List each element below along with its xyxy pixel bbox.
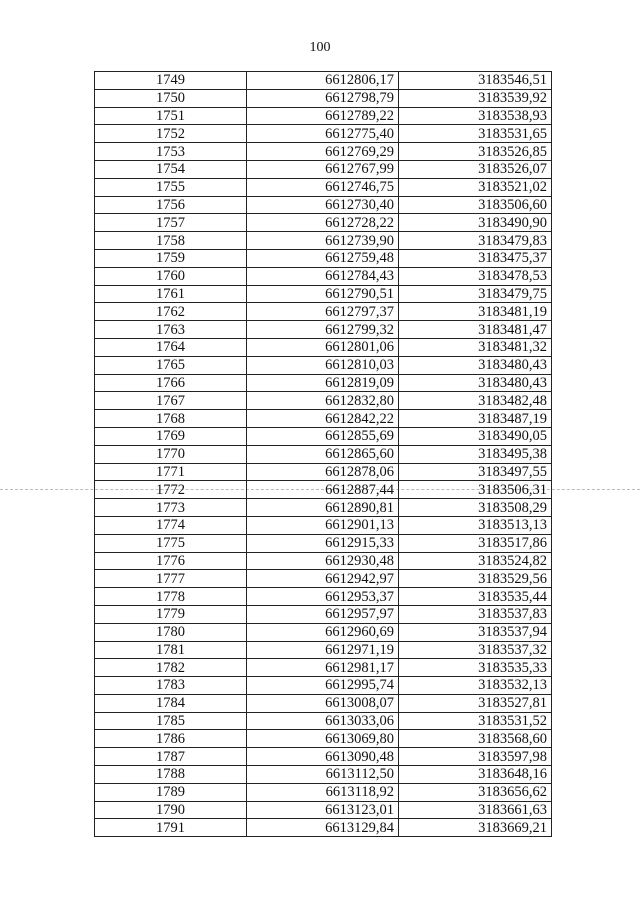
x-coordinate-cell: 6612995,74	[247, 677, 399, 695]
table-row	[95, 89, 552, 107]
y-coordinate-cell: 3183475,37	[399, 249, 552, 267]
y-coordinate-cell: 3183648,16	[399, 766, 552, 784]
point-number-cell: 1788	[95, 766, 247, 784]
x-coordinate-cell: 6612728,22	[247, 214, 399, 232]
x-coordinate-cell: 6613069,80	[247, 730, 399, 748]
table-row	[95, 570, 552, 588]
point-number-cell: 1786	[95, 730, 247, 748]
y-coordinate-cell: 3183537,32	[399, 641, 552, 659]
point-number-cell: 1789	[95, 783, 247, 801]
table-row	[95, 463, 552, 481]
x-coordinate-cell: 6612960,69	[247, 623, 399, 641]
y-coordinate-cell: 3183568,60	[399, 730, 552, 748]
y-coordinate-cell: 3183478,53	[399, 267, 552, 285]
point-number-cell: 1763	[95, 321, 247, 339]
y-coordinate-cell: 3183487,19	[399, 410, 552, 428]
point-number-cell: 1787	[95, 748, 247, 766]
y-coordinate-cell: 3183480,43	[399, 374, 552, 392]
x-coordinate-cell: 6612981,17	[247, 659, 399, 677]
y-coordinate-cell: 3183513,13	[399, 516, 552, 534]
y-coordinate-cell: 3183481,32	[399, 338, 552, 356]
y-coordinate-cell: 3183531,65	[399, 125, 552, 143]
point-number-cell: 1771	[95, 463, 247, 481]
table-row	[95, 196, 552, 214]
table-row	[95, 125, 552, 143]
point-number-cell: 1755	[95, 178, 247, 196]
point-number-cell: 1750	[95, 89, 247, 107]
point-number-cell: 1791	[95, 819, 247, 837]
table-row	[95, 232, 552, 250]
y-coordinate-cell: 3183538,93	[399, 107, 552, 125]
point-number-cell: 1774	[95, 516, 247, 534]
x-coordinate-cell: 6613090,48	[247, 748, 399, 766]
y-coordinate-cell: 3183479,75	[399, 285, 552, 303]
y-coordinate-cell: 3183537,83	[399, 605, 552, 623]
x-coordinate-cell: 6612801,06	[247, 338, 399, 356]
y-coordinate-cell: 3183479,83	[399, 232, 552, 250]
x-coordinate-cell: 6612842,22	[247, 410, 399, 428]
point-number-cell: 1749	[95, 72, 247, 90]
table-row	[95, 72, 552, 90]
x-coordinate-cell: 6613033,06	[247, 712, 399, 730]
table-row	[95, 143, 552, 161]
x-coordinate-cell: 6612901,13	[247, 516, 399, 534]
point-number-cell: 1778	[95, 588, 247, 606]
x-coordinate-cell: 6612971,19	[247, 641, 399, 659]
table-row	[95, 712, 552, 730]
y-coordinate-cell: 3183539,92	[399, 89, 552, 107]
point-number-cell: 1751	[95, 107, 247, 125]
point-number-cell: 1776	[95, 552, 247, 570]
x-coordinate-cell: 6612878,06	[247, 463, 399, 481]
y-coordinate-cell: 3183480,43	[399, 356, 552, 374]
table-row	[95, 427, 552, 445]
x-coordinate-cell: 6612832,80	[247, 392, 399, 410]
table-row	[95, 588, 552, 606]
table-row	[95, 267, 552, 285]
point-number-cell: 1752	[95, 125, 247, 143]
table-row	[95, 285, 552, 303]
table-row	[95, 374, 552, 392]
table-row	[95, 605, 552, 623]
x-coordinate-cell: 6612739,90	[247, 232, 399, 250]
x-coordinate-cell: 6612915,33	[247, 534, 399, 552]
x-coordinate-cell: 6612806,17	[247, 72, 399, 90]
table-row	[95, 677, 552, 695]
x-coordinate-cell: 6612930,48	[247, 552, 399, 570]
table-row	[95, 338, 552, 356]
point-number-cell: 1772	[95, 481, 247, 499]
table-row	[95, 641, 552, 659]
y-coordinate-cell: 3183531,52	[399, 712, 552, 730]
point-number-cell: 1754	[95, 160, 247, 178]
x-coordinate-cell: 6613008,07	[247, 694, 399, 712]
point-number-cell: 1762	[95, 303, 247, 321]
table-row	[95, 783, 552, 801]
point-number-cell: 1781	[95, 641, 247, 659]
y-coordinate-cell: 3183526,85	[399, 143, 552, 161]
y-coordinate-cell: 3183526,07	[399, 160, 552, 178]
x-coordinate-cell: 6612769,29	[247, 143, 399, 161]
point-number-cell: 1782	[95, 659, 247, 677]
x-coordinate-cell: 6612759,48	[247, 249, 399, 267]
point-number-cell: 1757	[95, 214, 247, 232]
x-coordinate-cell: 6612865,60	[247, 445, 399, 463]
y-coordinate-cell: 3183506,60	[399, 196, 552, 214]
y-coordinate-cell: 3183661,63	[399, 801, 552, 819]
y-coordinate-cell: 3183508,29	[399, 499, 552, 517]
y-coordinate-cell: 3183481,19	[399, 303, 552, 321]
x-coordinate-cell: 6612767,99	[247, 160, 399, 178]
x-coordinate-cell: 6612799,32	[247, 321, 399, 339]
table-row	[95, 392, 552, 410]
table-row	[95, 499, 552, 517]
table-row	[95, 249, 552, 267]
table-row	[95, 214, 552, 232]
x-coordinate-cell: 6612730,40	[247, 196, 399, 214]
x-coordinate-cell: 6612798,79	[247, 89, 399, 107]
table-row	[95, 623, 552, 641]
table-row	[95, 445, 552, 463]
x-coordinate-cell: 6613129,84	[247, 819, 399, 837]
point-number-cell: 1790	[95, 801, 247, 819]
y-coordinate-cell: 3183497,55	[399, 463, 552, 481]
point-number-cell: 1766	[95, 374, 247, 392]
x-coordinate-cell: 6612953,37	[247, 588, 399, 606]
point-number-cell: 1765	[95, 356, 247, 374]
point-number-cell: 1761	[95, 285, 247, 303]
table-row	[95, 481, 552, 499]
table-row	[95, 766, 552, 784]
x-coordinate-cell: 6612819,09	[247, 374, 399, 392]
table-row	[95, 321, 552, 339]
y-coordinate-cell: 3183656,62	[399, 783, 552, 801]
point-number-cell: 1769	[95, 427, 247, 445]
table-row	[95, 694, 552, 712]
y-coordinate-cell: 3183535,44	[399, 588, 552, 606]
y-coordinate-cell: 3183482,48	[399, 392, 552, 410]
point-number-cell: 1768	[95, 410, 247, 428]
y-coordinate-cell: 3183517,86	[399, 534, 552, 552]
point-number-cell: 1785	[95, 712, 247, 730]
table-row	[95, 801, 552, 819]
x-coordinate-cell: 6612790,51	[247, 285, 399, 303]
y-coordinate-cell: 3183495,38	[399, 445, 552, 463]
table-row	[95, 748, 552, 766]
y-coordinate-cell: 3183535,33	[399, 659, 552, 677]
coordinates-table	[94, 71, 552, 837]
x-coordinate-cell: 6612746,75	[247, 178, 399, 196]
point-number-cell: 1777	[95, 570, 247, 588]
point-number-cell: 1770	[95, 445, 247, 463]
point-number-cell: 1759	[95, 249, 247, 267]
coordinates-table-body	[95, 72, 552, 837]
x-coordinate-cell: 6612810,03	[247, 356, 399, 374]
table-row	[95, 819, 552, 837]
x-coordinate-cell: 6612784,43	[247, 267, 399, 285]
point-number-cell: 1773	[95, 499, 247, 517]
y-coordinate-cell: 3183490,05	[399, 427, 552, 445]
x-coordinate-cell: 6612789,22	[247, 107, 399, 125]
x-coordinate-cell: 6612957,97	[247, 605, 399, 623]
y-coordinate-cell: 3183532,13	[399, 677, 552, 695]
point-number-cell: 1756	[95, 196, 247, 214]
table-row	[95, 659, 552, 677]
x-coordinate-cell: 6613123,01	[247, 801, 399, 819]
x-coordinate-cell: 6612775,40	[247, 125, 399, 143]
y-coordinate-cell: 3183481,47	[399, 321, 552, 339]
point-number-cell: 1753	[95, 143, 247, 161]
x-coordinate-cell: 6612887,44	[247, 481, 399, 499]
page-number: 100	[309, 40, 331, 55]
x-coordinate-cell: 6612797,37	[247, 303, 399, 321]
x-coordinate-cell: 6613112,50	[247, 766, 399, 784]
y-coordinate-cell: 3183546,51	[399, 72, 552, 90]
point-number-cell: 1780	[95, 623, 247, 641]
point-number-cell: 1764	[95, 338, 247, 356]
y-coordinate-cell: 3183529,56	[399, 570, 552, 588]
y-coordinate-cell: 3183490,90	[399, 214, 552, 232]
table-row	[95, 730, 552, 748]
table-row	[95, 410, 552, 428]
y-coordinate-cell: 3183669,21	[399, 819, 552, 837]
point-number-cell: 1779	[95, 605, 247, 623]
table-row	[95, 107, 552, 125]
x-coordinate-cell: 6612855,69	[247, 427, 399, 445]
x-coordinate-cell: 6612942,97	[247, 570, 399, 588]
point-number-cell: 1783	[95, 677, 247, 695]
y-coordinate-cell: 3183527,81	[399, 694, 552, 712]
y-coordinate-cell: 3183524,82	[399, 552, 552, 570]
point-number-cell: 1775	[95, 534, 247, 552]
x-coordinate-cell: 6613118,92	[247, 783, 399, 801]
y-coordinate-cell: 3183521,02	[399, 178, 552, 196]
y-coordinate-cell: 3183506,31	[399, 481, 552, 499]
point-number-cell: 1758	[95, 232, 247, 250]
table-row	[95, 303, 552, 321]
point-number-cell: 1767	[95, 392, 247, 410]
table-row	[95, 160, 552, 178]
table-row	[95, 516, 552, 534]
point-number-cell: 1784	[95, 694, 247, 712]
y-coordinate-cell: 3183597,98	[399, 748, 552, 766]
table-row	[95, 178, 552, 196]
table-row	[95, 534, 552, 552]
table-row	[95, 552, 552, 570]
point-number-cell: 1760	[95, 267, 247, 285]
x-coordinate-cell: 6612890,81	[247, 499, 399, 517]
table-row	[95, 356, 552, 374]
y-coordinate-cell: 3183537,94	[399, 623, 552, 641]
